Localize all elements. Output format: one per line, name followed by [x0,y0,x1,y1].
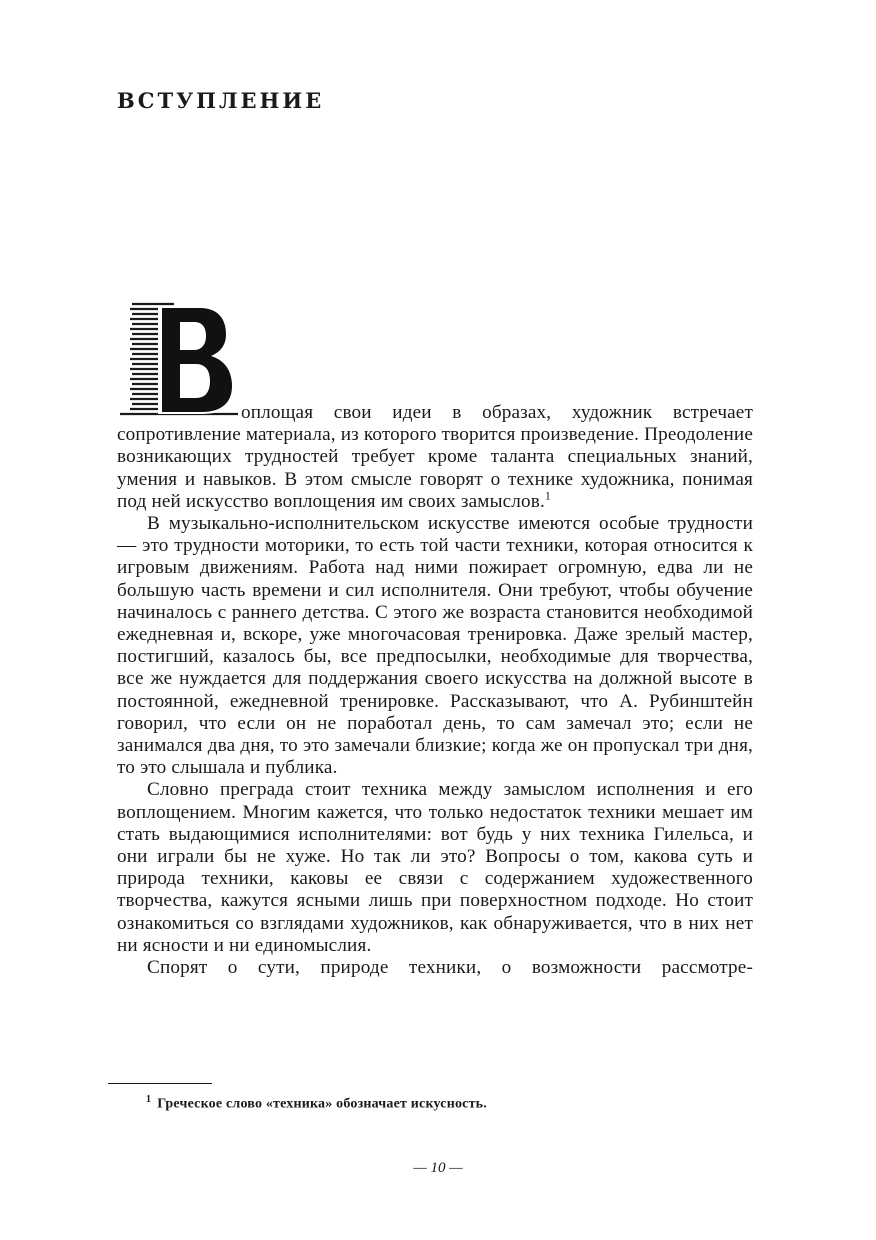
paragraph-2: В музыкально-исполнительском искусстве имеются особые трудности — это трудности моторики, то есть той части техники, которая относится к игровым движениям. Работа над ними пожирает огромную, едва ли не большую часть времени и сил исполнителя. Они требуют, чтобы обучение начиналось с раннего детства. С этого же возраста становится необходимой ежедневная и, вскоре, уже многочасовая тренировка. Даже зрелый мастер, постигший, казалось бы, все предпосылки, необходимые для творчества, все же нуждается для поддержания своего искусства на должной высоте в постоянной, ежедневной тренировке. Рассказывают, что А. Рубинштейн говорил, что если он не поработал день, то сам замечал это; если не занимался два дня, то это замечали близкие; когда же он пропускал три дня, то это слышала и публика. [117,513,753,779]
chapter-heading: ВСТУПЛЕНИЕ [117,88,325,113]
footnote [146,1094,487,1113]
footnote-reference: 1 [544,488,552,503]
paragraph-3: Словно преграда стоит техника между замыслом исполнения и его воплощением. Многим кажется, что только недостаток техники мешает им стать выдающимися исполнителями: вот будь у них техника Гилельса, и они играли бы не хуже. Но так ли это? Вопросы о том, какова суть и природа техники, каковы ее связи с содержанием художественного творчества, кажутся ясными лишь при поверхностном подходе. Но стоит ознакомиться со взглядами художников, как обнаруживается, что в них нет ни ясности и ни единомыслия. [117,779,753,956]
footnote-marker: 1 [146,1094,152,1105]
footnote-divider [108,1083,212,1084]
main-text [117,402,753,979]
paragraph-4: Спорят о сути, природе техники, о возможности рассмотре- [147,957,753,979]
paragraph-1-text: оплощая свои идеи в образах, художник встречает сопротивление материала, из которого творится произведение. Преодоление возникающих трудностей требует кроме таланта специальных знаний, умения и навыков. В этом смысле говорят о технике художника, понимая под ней искусство воплощения им своих замыслов. [117,402,753,512]
footnote-text: Греческое слово «техника» обозначает искусность. [157,1096,487,1112]
page-number: — 10 — [413,1160,463,1176]
paragraph-1 [117,402,753,513]
